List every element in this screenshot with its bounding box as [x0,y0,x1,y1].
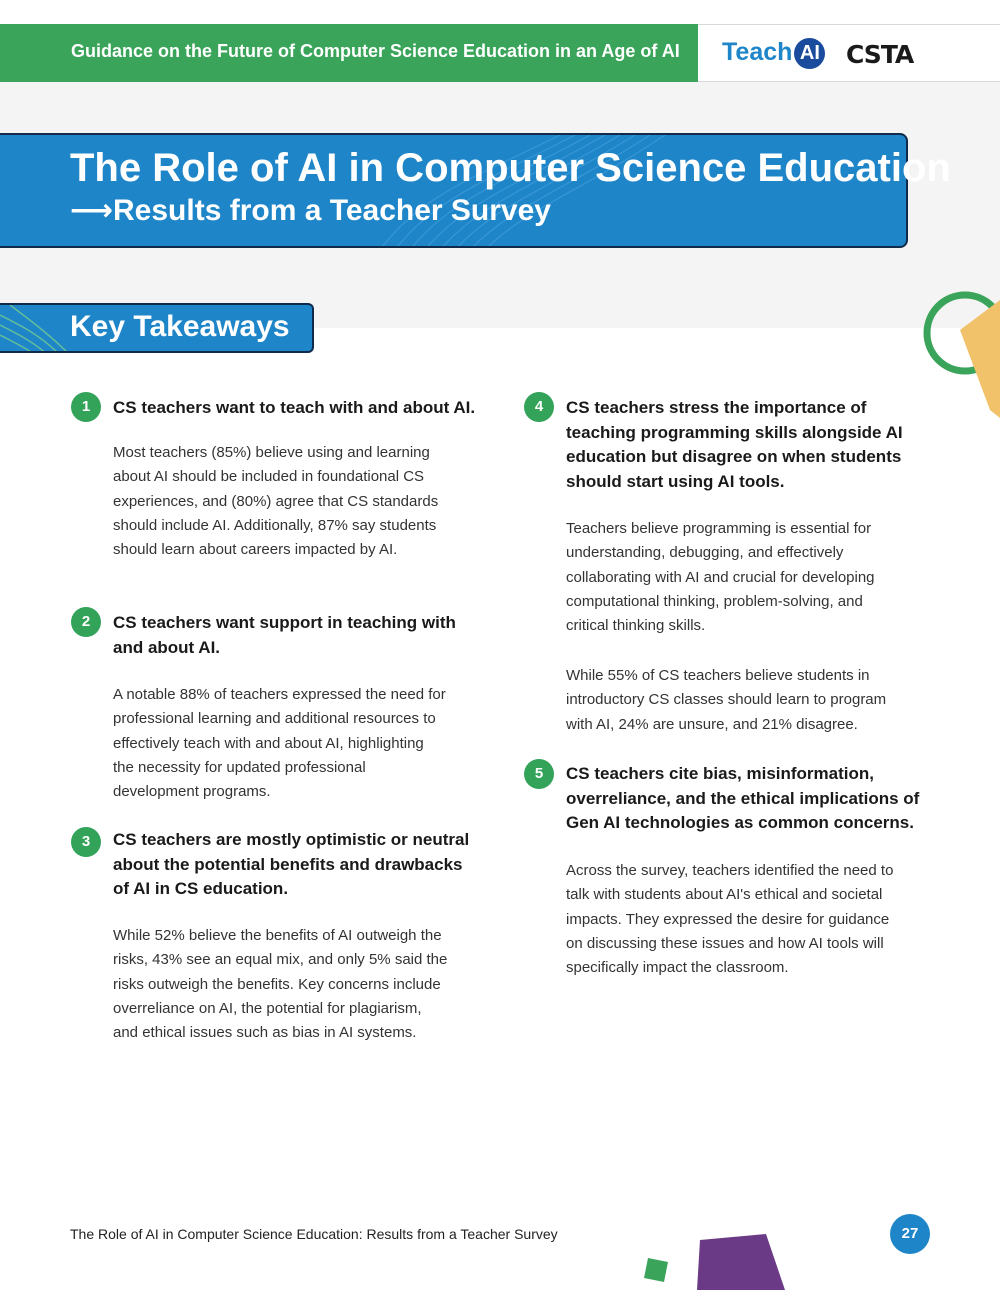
arrow-right-icon: ⟶ [70,194,114,227]
body-line: about AI should be included in foundational CS [113,468,425,486]
takeaway-heading-2 [113,611,456,660]
body-line: with AI, 24% are unsure, and 21% disagree. [566,715,858,733]
body-line: effectively teach with and about AI, highlighting [113,734,424,752]
body-line: professional learning and additional resources to [113,710,436,728]
heading-line: teaching programming skills alongside AI [566,422,903,442]
header-banner-text: Guidance on the Future of Computer Science Education in an Age of AI [71,41,680,61]
body-line: introductory CS classes should learn to program [566,691,887,709]
takeaway-heading-1 [113,396,475,421]
body-line: Teachers believe programming is essential for [566,520,872,537]
body-line: While 52% believe the benefits of AI outweigh the [113,927,442,944]
body-line: on discussing these issues and how AI tools will [566,934,884,952]
body-line: A notable 88% of teachers expressed the need for [113,686,446,703]
teachai-logo-text: Teach [722,38,793,67]
body-line: should learn about careers impacted by AI. [113,541,398,559]
heading-line: of AI in CS education. [113,879,289,898]
purple-shape-decoration [697,1234,785,1290]
teachai-logo [722,38,825,69]
body-line: critical thinking skills. [566,617,706,635]
heading-line: CS teachers want to teach with and about AI. [113,398,476,417]
heading-line: CS teachers stress the importance of [566,398,867,417]
body-line: impacts. They expressed the desire for guidance [566,910,890,928]
takeaway-body-4 [566,517,875,638]
body-line: risks, 43% see an equal mix, and only 5% said the [113,951,448,969]
heading-line: about the potential benefits and drawbacks [113,854,463,874]
takeaway-heading-3 [113,828,469,902]
heading-line: overreliance, and the ethical implications of [566,788,920,808]
body-line: talk with students about AI's ethical and societal [566,886,883,904]
takeaway-number-2: 2 [71,607,101,637]
page-subtitle [70,193,551,228]
takeaway-number-3: 3 [71,827,101,857]
takeaway-number-4: 4 [524,392,554,422]
takeaway-body-4b [566,664,886,737]
body-line: experiences, and (80%) agree that CS standards [113,492,439,510]
heading-line: should start using AI tools. [566,471,785,491]
body-line: the necessity for updated professional [113,758,366,776]
body-line: development programs. [113,783,271,801]
heading-line: CS teachers want support in teaching with [113,613,456,632]
header-banner [0,24,698,82]
page-title: The Role of AI in Computer Science Education [70,146,951,190]
body-line: should include AI. Additionally, 87% say students [113,516,437,534]
section-title: Key Takeaways [70,310,290,343]
body-line: collaborating with AI and crucial for developing [566,568,875,586]
takeaway-body-3 [113,924,447,1045]
page-number: 27 [890,1214,930,1254]
body-line: While 55% of CS teachers believe students in [566,667,870,684]
body-line: computational thinking, problem-solving, and [566,592,863,610]
body-line: risks outweigh the benefits. Key concerns include [113,975,441,993]
heading-line: and about AI. [113,637,221,657]
footer-text: The Role of AI in Computer Science Education: Results from a Teacher Survey [70,1226,558,1242]
green-square-decoration [644,1258,668,1282]
body-line: understanding, debugging, and effectively [566,544,844,562]
body-line: specifically impact the classroom. [566,959,789,977]
takeaway-heading-4 [566,396,903,494]
heading-line: CS teachers are mostly optimistic or neutral [113,830,470,849]
body-line: Most teachers (85%) believe using and learning [113,444,430,461]
heading-line: education but disagree on when students [566,447,902,466]
teachai-logo-ai-badge: AI [794,38,825,69]
page-subtitle-text: Results from a Teacher Survey [113,194,551,227]
top-margin [0,0,1000,24]
heading-line: CS teachers cite bias, misinformation, [566,764,874,783]
heading-line: Gen AI technologies as common concerns. [566,813,914,832]
takeaway-number-5: 5 [524,759,554,789]
takeaway-body-1 [113,441,438,562]
body-line: and ethical issues such as bias in AI systems. [113,1024,417,1042]
body-line: overreliance on AI, the potential for plagiarism, [113,999,422,1017]
takeaway-heading-5 [566,762,919,836]
takeaway-number-1: 1 [71,392,101,422]
takeaway-body-2 [113,683,446,804]
body-line: Across the survey, teachers identified the need to [566,862,894,879]
takeaway-body-5 [566,859,893,980]
csta-logo: CSTA [846,40,914,69]
